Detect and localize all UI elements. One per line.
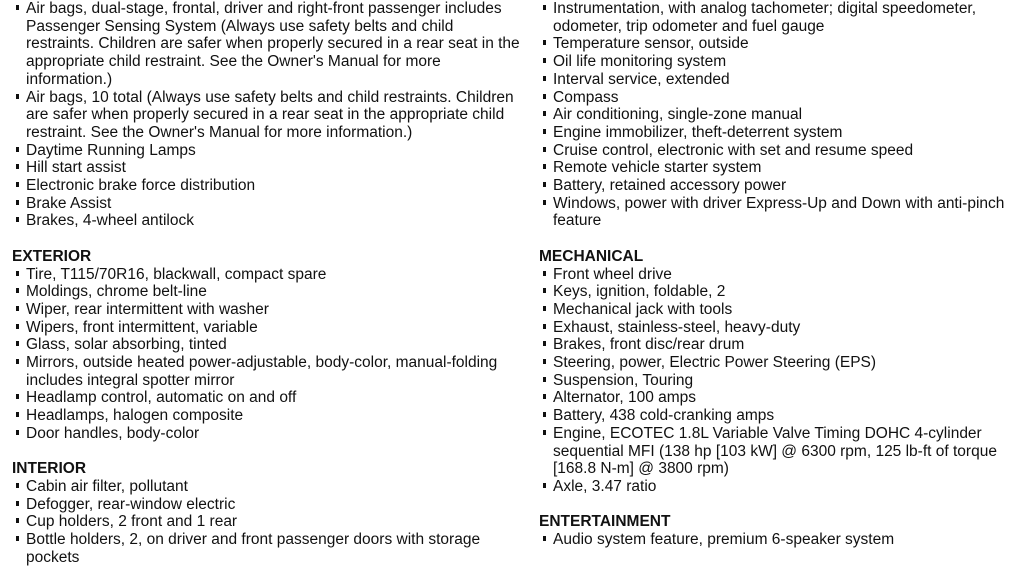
list-item: Exhaust, stainless-steel, heavy-duty	[537, 319, 1021, 337]
list-item: Glass, solar absorbing, tinted	[10, 336, 520, 354]
bullet-icon	[543, 394, 546, 399]
bullet-icon	[16, 341, 19, 346]
bullet-icon	[16, 5, 19, 10]
list-item: Engine, ECOTEC 1.8L Variable Valve Timing DOHC 4-cylinder sequential MFI (138 hp [103 kW] @ 6300 rpm, 125 lb-ft of torque [168.8 N-m] @ 3800 rpm)	[537, 425, 1021, 478]
list-item: Wipers, front intermittent, variable	[10, 319, 520, 337]
bullet-icon	[543, 111, 546, 116]
list-item: Oil life monitoring system	[537, 53, 1021, 71]
bullet-icon	[543, 271, 546, 276]
mechanical-section	[537, 248, 1021, 496]
bullet-icon	[543, 483, 546, 488]
bullet-icon	[543, 147, 546, 152]
list-item: Windows, power with driver Express-Up and Down with anti-pinch feature	[537, 195, 1021, 230]
bullet-icon	[543, 40, 546, 45]
list-item: Electronic brake force distribution	[10, 177, 520, 195]
safety-section	[10, 0, 520, 230]
list-item: Wiper, rear intermittent with washer	[10, 301, 520, 319]
list-item: Door handles, body-color	[10, 425, 520, 443]
bullet-icon	[543, 200, 546, 205]
list-item: Suspension, Touring	[537, 372, 1021, 390]
bullet-icon	[543, 536, 546, 541]
bullet-icon	[16, 394, 19, 399]
bullet-icon	[16, 501, 19, 506]
bullet-icon	[543, 182, 546, 187]
bullet-icon	[543, 76, 546, 81]
list-item: Brake Assist	[10, 195, 520, 213]
interior-continued-list	[537, 0, 1021, 230]
bullet-icon	[543, 341, 546, 346]
bullet-icon	[543, 5, 546, 10]
bullet-icon	[543, 306, 546, 311]
list-item: Axle, 3.47 ratio	[537, 478, 1021, 496]
entertainment-section	[537, 513, 1021, 548]
bullet-icon	[543, 377, 546, 382]
bullet-icon	[16, 518, 19, 523]
list-item: Moldings, chrome belt-line	[10, 283, 520, 301]
section-gap	[10, 443, 520, 461]
bullet-icon	[543, 129, 546, 134]
bullet-icon	[16, 430, 19, 435]
list-item: Bottle holders, 2, on driver and front passenger doors with storage pockets	[10, 531, 520, 566]
list-item: Air bags, dual-stage, frontal, driver and right-front passenger includes Passenger Sensing System (Always use safety belts and child restraints. Children are safer when properly secured in a rear seat in the appropriate child restraint. See the Owner's Manual for more information.)	[10, 0, 520, 89]
bullet-icon	[543, 324, 546, 329]
list-item: Air bags, 10 total (Always use safety belts and child restraints. Children are safer when properly secured in a rear seat in the appropriate child restraint. See the Owner's Manual for more information.)	[10, 89, 520, 142]
list-item: Engine immobilizer, theft-deterrent system	[537, 124, 1021, 142]
bullet-icon	[543, 359, 546, 364]
section-gap	[10, 230, 520, 248]
bullet-icon	[16, 412, 19, 417]
bullet-icon	[16, 200, 19, 205]
section-heading-interior: INTERIOR	[12, 460, 87, 478]
list-item: Cabin air filter, pollutant	[10, 478, 520, 496]
section-heading-entertainment: ENTERTAINMENT	[539, 513, 671, 531]
section-heading-exterior: EXTERIOR	[12, 247, 92, 265]
list-item: Daytime Running Lamps	[10, 142, 520, 160]
list-item: Cup holders, 2 front and 1 rear	[10, 513, 520, 531]
bullet-icon	[16, 182, 19, 187]
list-item: Steering, power, Electric Power Steering (EPS)	[537, 354, 1021, 372]
list-item: Front wheel drive	[537, 266, 1021, 284]
list-item: Mirrors, outside heated power-adjustable, body-color, manual-folding includes integral spotter mirror	[10, 354, 520, 389]
bullet-icon	[16, 288, 19, 293]
bullet-icon	[16, 306, 19, 311]
list-item: Tire, T115/70R16, blackwall, compact spare	[10, 266, 520, 284]
list-item: Battery, 438 cold-cranking amps	[537, 407, 1021, 425]
list-item: Brakes, 4-wheel antilock	[10, 212, 520, 230]
exterior-list	[10, 266, 520, 443]
bullet-icon	[16, 271, 19, 276]
mechanical-list	[537, 266, 1021, 496]
bullet-icon	[16, 324, 19, 329]
left-column	[10, 0, 520, 566]
list-item: Headlamps, halogen composite	[10, 407, 520, 425]
list-item: Instrumentation, with analog tachometer; digital speedometer, odometer, trip odometer and fuel gauge	[537, 0, 1021, 35]
list-item: Air conditioning, single-zone manual	[537, 106, 1021, 124]
bullet-icon	[543, 94, 546, 99]
bullet-icon	[16, 217, 19, 222]
bullet-icon	[543, 58, 546, 63]
entertainment-list	[537, 531, 1021, 549]
bullet-icon	[16, 536, 19, 541]
bullet-icon	[543, 164, 546, 169]
list-item: Audio system feature, premium 6-speaker system	[537, 531, 1021, 549]
list-item: Cruise control, electronic with set and resume speed	[537, 142, 1021, 160]
list-item: Alternator, 100 amps	[537, 389, 1021, 407]
list-item: Hill start assist	[10, 159, 520, 177]
list-item: Temperature sensor, outside	[537, 35, 1021, 53]
list-item: Headlamp control, automatic on and off	[10, 389, 520, 407]
list-item: Mechanical jack with tools	[537, 301, 1021, 319]
bullet-icon	[16, 483, 19, 488]
bullet-icon	[543, 412, 546, 417]
bullet-icon	[16, 359, 19, 364]
list-item: Interval service, extended	[537, 71, 1021, 89]
interior-list	[10, 478, 520, 567]
list-item: Compass	[537, 89, 1021, 107]
bullet-icon	[543, 430, 546, 435]
section-gap	[537, 496, 1021, 514]
list-item: Remote vehicle starter system	[537, 159, 1021, 177]
section-heading-mechanical: MECHANICAL	[539, 247, 644, 265]
bullet-icon	[16, 94, 19, 99]
safety-list	[10, 0, 520, 230]
bullet-icon	[543, 288, 546, 293]
exterior-section	[10, 248, 520, 443]
list-item: Brakes, front disc/rear drum	[537, 336, 1021, 354]
list-item: Defogger, rear-window electric	[10, 496, 520, 514]
list-item: Keys, ignition, foldable, 2	[537, 283, 1021, 301]
list-item: Battery, retained accessory power	[537, 177, 1021, 195]
bullet-icon	[16, 147, 19, 152]
bullet-icon	[16, 164, 19, 169]
interior-section	[10, 460, 520, 566]
right-column	[537, 0, 1021, 549]
interior-continued-section	[537, 0, 1021, 230]
section-gap	[537, 230, 1021, 248]
